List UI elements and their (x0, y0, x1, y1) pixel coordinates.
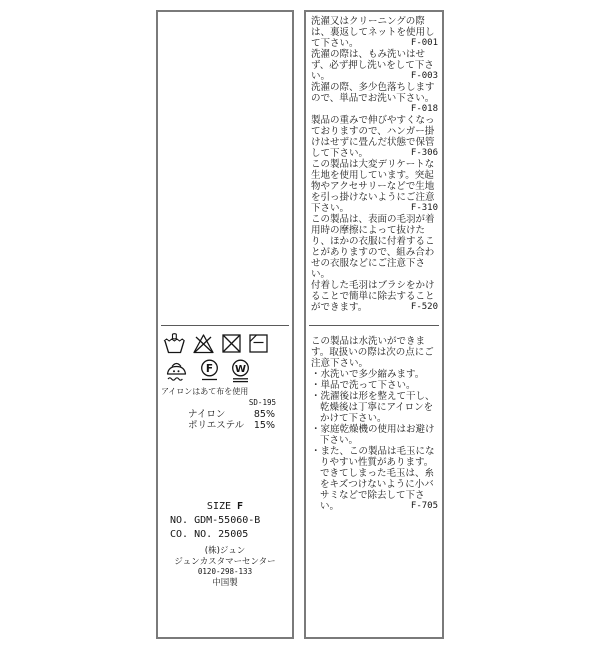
care-code: F-001 (410, 38, 438, 48)
wet-clean-W-icon (230, 359, 251, 383)
care-bullet (311, 369, 438, 380)
co-number: CO. NO. 25005 (170, 529, 249, 540)
composition-label (156, 10, 294, 639)
care-intro: この製品は水洗いができます。取扱いの際は次の点にご注意下さい。 (311, 336, 434, 369)
care-instructions-bottom (311, 336, 438, 512)
care-instructions-top (311, 16, 438, 313)
care-symbols-row-1 (163, 333, 269, 354)
composition-row (188, 409, 275, 420)
care-code: F-018 (410, 104, 438, 114)
care-paragraph (311, 280, 438, 313)
care-text: 洗濯又はクリーニングの際は、裏返してネットを使用して下さい。 (311, 16, 435, 49)
company-block (158, 546, 292, 588)
care-paragraph (311, 49, 438, 82)
care-paragraph (311, 115, 438, 159)
care-code: F-520 (410, 302, 438, 312)
material-percent: 85% (253, 409, 275, 420)
care-text: ・家庭乾燥機の使用はお避け下さい。 (311, 424, 435, 446)
iron-pressing-cloth-note: アイロンはあて布を使用 (161, 387, 249, 396)
company-name: (株)ジュン (204, 546, 246, 556)
care-code: F-310 (410, 203, 438, 213)
size-label: SIZE (206, 501, 238, 512)
flat-dry-in-shade-icon (248, 333, 269, 354)
fabric-composition (188, 409, 275, 431)
material-name: ナイロン (188, 409, 226, 420)
care-text: 洗濯の際は、もみ洗いはせず、必ず押し洗いをして下さい。 (311, 49, 434, 82)
svg-text:W: W (234, 364, 247, 375)
care-text: 付着した毛羽はブラシをかけることで簡単に除去することができます。 (311, 280, 435, 313)
care-paragraph (311, 159, 438, 214)
care-text: この製品は大変デリケートな生地を使用しています。突起物やアクセサリーなどで生地を引っ掛けないようにご注意下さい。 (311, 159, 435, 214)
mill-code: SD-195 (248, 398, 276, 407)
care-text: 洗濯の際、多少色落ちしますので、単品でお洗い下さい。 (311, 82, 435, 104)
care-bullet (311, 424, 438, 446)
care-paragraph (311, 82, 438, 115)
care-text: ・水洗いで多少縮みます。 (311, 369, 425, 380)
care-code: F-705 (410, 501, 438, 511)
do-not-bleach-icon (192, 333, 215, 354)
customer-phone: 0120-298-133 (197, 567, 253, 576)
care-bullet (311, 391, 438, 424)
do-not-tumble-dry-icon (221, 333, 242, 354)
size-value: F (237, 501, 244, 512)
care-instructions-label (304, 10, 444, 639)
care-text: この製品は、表面の毛羽が着用時の摩擦によって抜けたり、ほかの衣服に付着することがありますので、組み合わせの衣服などにご注意下さい。 (311, 214, 435, 280)
composition-row (188, 420, 275, 431)
care-code: F-003 (410, 71, 438, 81)
material-percent: 15% (253, 420, 275, 431)
material-name: ポリエステル (188, 420, 245, 431)
country-of-origin: 中国製 (212, 577, 238, 588)
product-number: NO. GDM-55060-B (170, 515, 261, 526)
svg-text:F: F (205, 363, 214, 375)
care-symbols-row-2 (164, 359, 251, 383)
customer-center: ジュンカスタマーセンター (174, 556, 276, 567)
size-line (158, 501, 292, 512)
right-label-divider (309, 325, 439, 326)
iron-with-cloth-icon (164, 359, 189, 383)
care-text: ・また、この製品は毛玉になりやすい性質があります。できてしまった毛玉は、糸をキズつけないように小バサミなどで除去して下さい。 (311, 446, 435, 512)
care-paragraph (311, 214, 438, 280)
care-text: ・洗濯後は形を整えて干し、乾燥後は丁寧にアイロンをかけて下さい。 (311, 391, 435, 424)
care-code: F-306 (410, 148, 438, 158)
care-bullet (311, 446, 438, 512)
left-label-divider (161, 325, 289, 326)
care-text: ・単品で洗って下さい。 (311, 380, 416, 391)
care-bullet (311, 380, 438, 391)
hand-wash-icon (163, 333, 186, 354)
dry-clean-F-icon (199, 359, 220, 383)
care-text: 製品の重みで伸びやすくなっておりますので、ハンガー掛けはせずに畳んだ状態で保管して下さい。 (311, 115, 435, 159)
care-paragraph (311, 16, 438, 49)
